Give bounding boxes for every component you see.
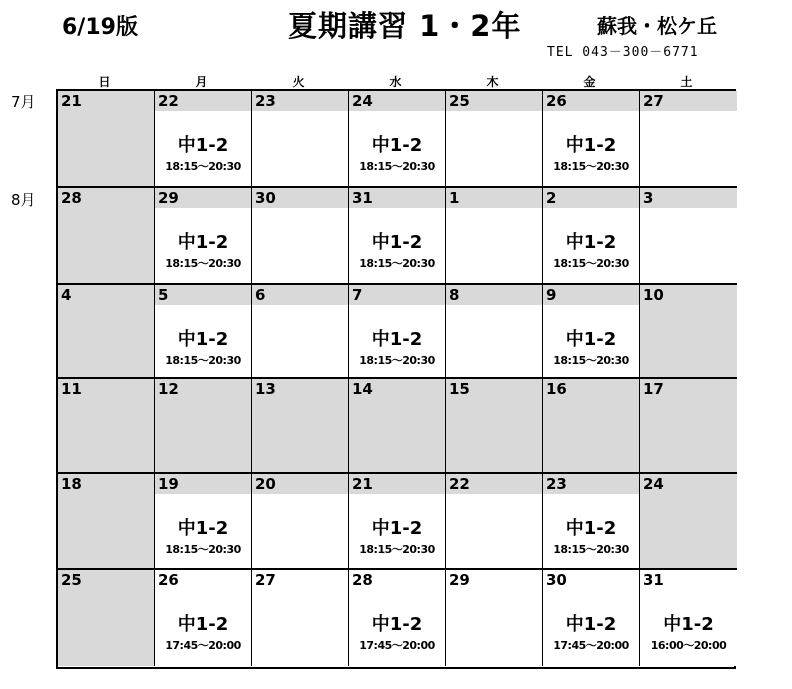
calendar-day-cell (349, 379, 446, 474)
day-number: 25 (61, 571, 82, 589)
calendar-day-cell (252, 379, 349, 474)
class-time: 18:15～20:30 (553, 543, 629, 556)
class-label: 中1-2 (371, 232, 423, 253)
calendar-day-cell (58, 570, 155, 666)
calendar-day-cell (543, 474, 640, 570)
day-number: 27 (255, 571, 276, 589)
day-number: 7 (352, 286, 363, 304)
calendar-day-cell (252, 188, 349, 285)
day-header-band (640, 188, 737, 208)
class-time: 18:15～20:30 (165, 354, 241, 367)
class-label: 中1-2 (371, 135, 423, 156)
class-time: 18:15～20:30 (165, 160, 241, 173)
calendar-day-cell (640, 379, 737, 474)
calendar-day-cell (640, 285, 737, 379)
calendar-day-cell (349, 188, 446, 285)
calendar-day-cell (543, 285, 640, 379)
class-time: 18:15～20:30 (359, 257, 435, 270)
calendar-day-cell (155, 474, 252, 570)
class-label: 中1-2 (371, 614, 423, 635)
day-number: 4 (61, 286, 72, 304)
day-number: 29 (158, 189, 179, 207)
calendar-day-cell (155, 91, 252, 188)
calendar-day-cell (252, 91, 349, 188)
day-header-band (446, 188, 542, 208)
calendar-day-cell (58, 285, 155, 379)
day-number: 31 (643, 571, 664, 589)
day-number: 22 (158, 92, 179, 110)
day-header-band (543, 285, 639, 305)
version-label: 6/19版 (62, 15, 138, 40)
calendar-day-cell (446, 379, 543, 474)
calendar-day-cell (640, 474, 737, 570)
class-time: 18:15～20:30 (359, 354, 435, 367)
month-label-august: 8月 (11, 191, 36, 209)
weekday-fri: 金 (583, 75, 596, 89)
day-number: 28 (352, 571, 373, 589)
calendar-day-cell (252, 474, 349, 570)
class-label: 中1-2 (565, 232, 617, 253)
calendar-day-cell (58, 91, 155, 188)
class-time: 17:45～20:00 (553, 639, 629, 652)
day-number: 26 (158, 571, 179, 589)
class-label: 中1-2 (663, 614, 714, 635)
day-number: 6 (255, 286, 266, 304)
day-number: 24 (643, 475, 664, 493)
class-label: 中1-2 (177, 518, 229, 539)
day-number: 2 (546, 189, 557, 207)
calendar-day-cell (543, 570, 640, 666)
day-number: 26 (546, 92, 567, 110)
class-time: 18:15～20:30 (165, 543, 241, 556)
day-number: 5 (158, 286, 169, 304)
class-time: 18:15～20:30 (553, 257, 629, 270)
calendar-day-cell (640, 91, 737, 188)
day-header-band (349, 285, 445, 305)
calendar-day-cell (543, 379, 640, 474)
calendar-day-cell (446, 285, 543, 379)
calendar-day-cell (155, 285, 252, 379)
class-label: 中1-2 (565, 329, 617, 350)
calendar-day-cell (543, 91, 640, 188)
class-label: 中1-2 (565, 518, 617, 539)
calendar-day-cell (58, 379, 155, 474)
day-number: 9 (546, 286, 557, 304)
calendar-grid (56, 89, 736, 669)
day-header-band (446, 285, 542, 305)
day-number: 20 (255, 475, 276, 493)
class-time: 18:15～20:30 (553, 354, 629, 367)
day-number: 18 (61, 475, 82, 493)
page-title: 夏期講習 1・2年 (288, 9, 522, 43)
weekday-mon: 月 (195, 75, 208, 89)
calendar-day-cell (640, 188, 737, 285)
class-label: 中1-2 (565, 135, 617, 156)
calendar-day-cell (58, 474, 155, 570)
day-number: 16 (546, 380, 567, 398)
calendar-day-cell (446, 91, 543, 188)
class-time: 17:45～20:00 (359, 639, 435, 652)
day-header-band (252, 285, 348, 305)
calendar-day-cell (349, 570, 446, 666)
class-label: 中1-2 (177, 329, 229, 350)
calendar-day-cell (446, 188, 543, 285)
calendar-day-cell (155, 379, 252, 474)
class-label: 中1-2 (177, 232, 229, 253)
calendar-day-cell (155, 188, 252, 285)
calendar-day-cell (543, 188, 640, 285)
school-name: 蘇我・松ケ丘 (597, 14, 717, 38)
class-time: 18:15～20:30 (359, 160, 435, 173)
calendar-day-cell (640, 570, 737, 666)
day-number: 21 (61, 92, 82, 110)
calendar-day-cell (446, 474, 543, 570)
day-number: 30 (546, 571, 567, 589)
day-number: 3 (643, 189, 654, 207)
day-number: 13 (255, 380, 276, 398)
day-number: 15 (449, 380, 470, 398)
day-number: 19 (158, 475, 179, 493)
day-number: 1 (449, 189, 460, 207)
day-number: 17 (643, 380, 664, 398)
class-label: 中1-2 (565, 614, 617, 635)
weekday-sat: 土 (680, 75, 693, 89)
calendar-day-cell (252, 285, 349, 379)
class-time: 17:45～20:00 (165, 639, 241, 652)
class-time: 18:15～20:30 (165, 257, 241, 270)
day-number: 23 (255, 92, 276, 110)
day-header-band (155, 285, 251, 305)
calendar-day-cell (446, 570, 543, 666)
day-number: 24 (352, 92, 373, 110)
calendar-day-cell (349, 285, 446, 379)
day-header-band (543, 188, 639, 208)
weekday-thu: 木 (486, 75, 499, 89)
weekday-sun: 日 (98, 75, 111, 89)
class-label: 中1-2 (371, 518, 423, 539)
day-number: 23 (546, 475, 567, 493)
class-label: 中1-2 (371, 329, 423, 350)
calendar-day-cell (58, 188, 155, 285)
day-number: 31 (352, 189, 373, 207)
day-number: 30 (255, 189, 276, 207)
day-number: 14 (352, 380, 373, 398)
day-number: 11 (61, 380, 82, 398)
class-time: 16:00～20:00 (650, 639, 727, 652)
class-time: 18:15～20:30 (553, 160, 629, 173)
day-number: 8 (449, 286, 460, 304)
day-number: 28 (61, 189, 82, 207)
weekday-tue: 火 (292, 75, 305, 89)
day-number: 25 (449, 92, 470, 110)
day-number: 10 (643, 286, 664, 304)
day-number: 12 (158, 380, 179, 398)
telephone: TEL 043－300－6771 (547, 45, 699, 60)
class-time: 18:15～20:30 (359, 543, 435, 556)
calendar-day-cell (349, 474, 446, 570)
calendar-day-cell (155, 570, 252, 666)
month-label-july: 7月 (11, 93, 36, 111)
day-number: 21 (352, 475, 373, 493)
class-label: 中1-2 (177, 614, 229, 635)
day-number: 27 (643, 92, 664, 110)
calendar-day-cell (349, 91, 446, 188)
weekday-wed: 水 (389, 75, 402, 89)
calendar-day-cell (252, 570, 349, 666)
day-number: 29 (449, 571, 470, 589)
class-label: 中1-2 (177, 135, 229, 156)
day-number: 22 (449, 475, 470, 493)
